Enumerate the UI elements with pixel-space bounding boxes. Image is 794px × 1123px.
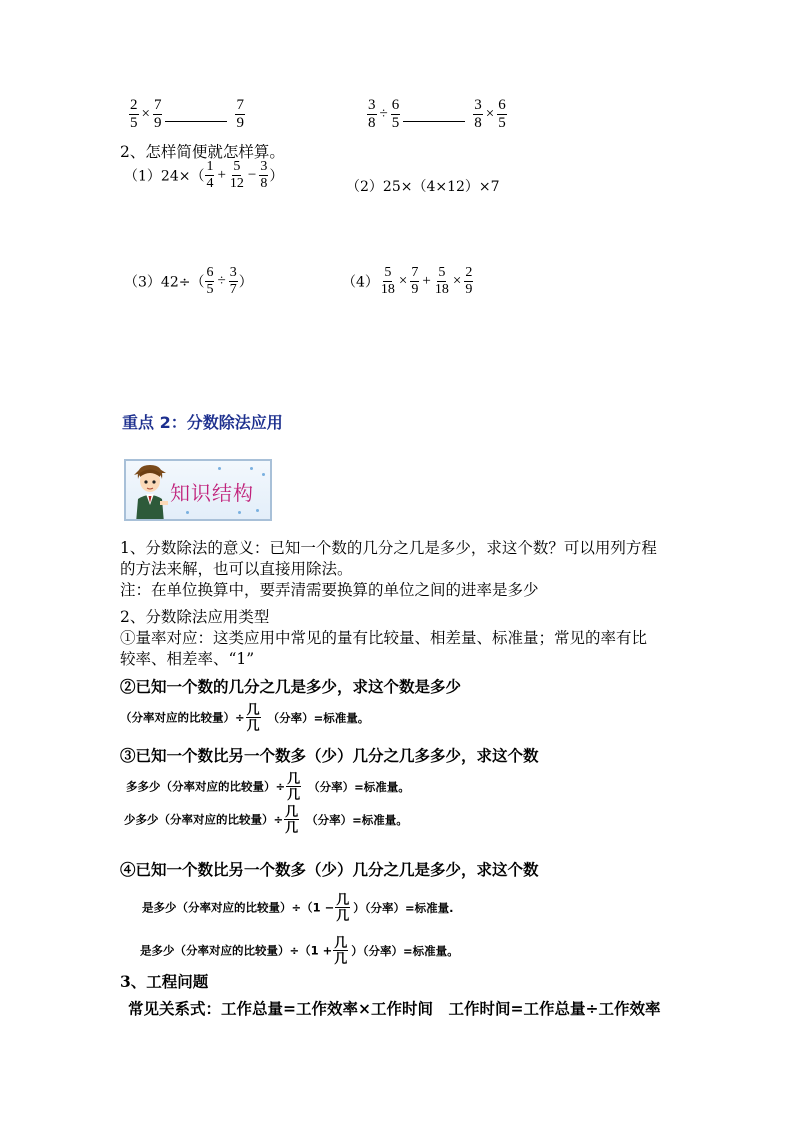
formula-2: 多多少（分率对应的比较量）÷ $\frac{\text{几}}{\text{几}}$ （分率）=标准量。 bbox=[126, 771, 410, 802]
fraction: $\frac{3}{8}$ bbox=[368, 97, 376, 131]
fraction: $\frac{7}{9}$ bbox=[236, 97, 244, 131]
fraction: $\frac{7}{9}$ bbox=[153, 97, 162, 131]
relation-line: 常见关系式：工作总量=工作效率×工作时间 工作时间=工作总量÷工作效率 bbox=[128, 999, 661, 1018]
formula-3: 少多少（分率对应的比较量）÷ $\frac{\text{几}}{\text{几}}$ （分率）=标准量。 bbox=[124, 804, 408, 835]
fraction: $\frac{3}{8}$ bbox=[474, 97, 482, 131]
formula-1: （分率对应的比较量）÷ $\frac{\text{几}}{\text{几}}$ （分率）=标准量。 bbox=[120, 702, 370, 733]
operator: × bbox=[485, 106, 495, 122]
answer-blank bbox=[165, 107, 227, 122]
subheading: 3、工程问题 bbox=[120, 972, 209, 991]
paragraph-line: 1、分数除法的意义：已知一个数的几分之几是多少，求这个数？可以用列方程 bbox=[120, 539, 657, 557]
fraction: $\frac{5}{18}$ bbox=[434, 265, 449, 297]
fraction: $\frac{\text{几}}{\text{几}}$ bbox=[287, 771, 301, 802]
fraction: $\frac{2}{9}$ bbox=[465, 265, 473, 297]
answer-blank bbox=[403, 107, 465, 122]
fraction: $\frac{6}{5}$ bbox=[498, 97, 506, 131]
fraction: $\frac{\text{几}}{\text{几}}$ bbox=[246, 702, 260, 733]
operator: × bbox=[141, 106, 150, 122]
badge-title: 知识结构 bbox=[170, 481, 254, 505]
section2-title: 2、怎样简便就怎样算。 bbox=[120, 143, 285, 161]
paragraph-line: 的方法来解，也可以直接用除法。 bbox=[120, 560, 353, 578]
fraction: $\frac{6}{5}$ bbox=[391, 97, 400, 131]
fraction: $\frac{3}{8}$ bbox=[260, 159, 268, 191]
fraction: $\frac{3}{7}$ bbox=[229, 265, 237, 297]
paragraph-line: ①量率对应：这类应用中常见的量有比较量、相差量、标准量；常见的率有比 bbox=[120, 629, 648, 647]
formula-4: 是多少（分率对应的比较量）÷（1 − $\frac{\text{几}}{\text{几}}$ ）（分率）=标准量. bbox=[142, 892, 454, 923]
fraction: $\frac{1}{4}$ bbox=[206, 159, 214, 191]
fraction: $\frac{\text{几}}{\text{几}}$ bbox=[334, 935, 348, 966]
fraction: $\frac{\text{几}}{\text{几}}$ bbox=[285, 804, 299, 835]
operator: ÷ bbox=[379, 106, 388, 122]
section-heading: 重点 2：分数除法应用 bbox=[122, 413, 283, 432]
note-line: 注：在单位换算中，要弄清需要换算的单位之间的进率是多少 bbox=[120, 581, 539, 599]
fraction: $\frac{\text{几}}{\text{几}}$ bbox=[336, 892, 350, 923]
fraction: $\frac{2}{5}$ bbox=[130, 97, 138, 131]
subheading: ④已知一个数比另一个数多（少）几分之几是多少，求这个数 bbox=[120, 860, 539, 879]
fraction: $\frac{6}{5}$ bbox=[206, 265, 214, 297]
fraction: $\frac{5}{12}$ bbox=[229, 159, 244, 191]
problem-3: （3）42÷（ $\frac{6}{5}$ ÷ $\frac{3}{7}$ ） bbox=[124, 265, 253, 297]
subheading: ③已知一个数比另一个数多（少）几分之几多多少，求这个数 bbox=[120, 746, 539, 765]
paragraph-line: 2、分数除法应用类型 bbox=[120, 608, 270, 626]
compare-right bbox=[366, 98, 508, 131]
compare-left bbox=[128, 98, 246, 131]
problem-1: （1）24×（ $\frac{1}{4}$ + $\frac{5}{12}$ − $\frac{3}{8}$ ） bbox=[124, 159, 284, 191]
knowledge-structure-badge bbox=[124, 459, 272, 521]
cartoon-boy-icon bbox=[128, 461, 172, 521]
subheading: ②已知一个数的几分之几是多少，求这个数是多少 bbox=[120, 677, 462, 696]
fraction: $\frac{5}{18}$ bbox=[380, 265, 395, 297]
fraction: $\frac{7}{9}$ bbox=[411, 265, 419, 297]
problem-4: （4） $\frac{5}{18}$ × $\frac{7}{9}$ + $\frac{5}{18}$ × $\frac{2}{9}$ bbox=[342, 265, 473, 297]
problem-2: （2）25×（4×12）×7 bbox=[346, 179, 500, 195]
paragraph-line: 较率、相差率、“1” bbox=[120, 650, 255, 668]
formula-5: 是多少（分率对应的比较量）÷（1 + $\frac{\text{几}}{\text{几}}$ ）（分率）=标准量。 bbox=[140, 935, 459, 966]
